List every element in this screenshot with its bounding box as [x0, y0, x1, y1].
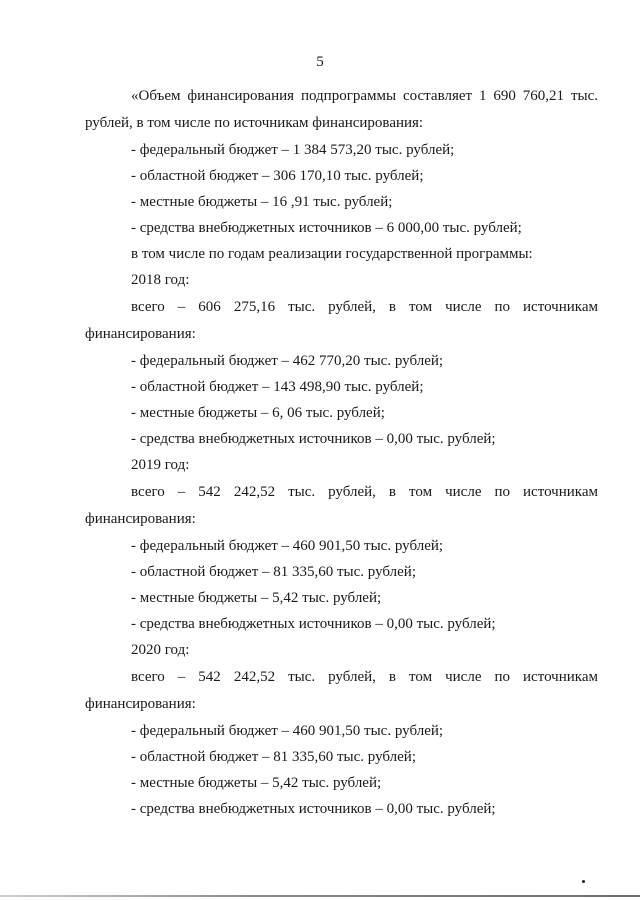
year-heading: 2018 год:	[131, 272, 190, 288]
list-item: - средства внебюджетных источников – 0,00 тыс. рублей;	[131, 431, 496, 447]
paragraph-line: финансирования:	[85, 511, 196, 527]
list-item: - местные бюджеты – 16 ,91 тыс. рублей;	[131, 194, 393, 210]
list-item: - федеральный бюджет – 460 901,50 тыс. рублей;	[131, 538, 444, 554]
list-item: - областной бюджет – 81 335,60 тыс. рублей;	[131, 564, 416, 580]
scan-speck	[582, 880, 585, 883]
list-item: - средства внебюджетных источников – 6 000,00 тыс. рублей;	[131, 220, 522, 236]
list-item: - областной бюджет – 81 335,60 тыс. рублей;	[131, 749, 416, 765]
list-item: - средства внебюджетных источников – 0,00 тыс. рублей;	[131, 801, 496, 817]
list-item: - областной бюджет – 143 498,90 тыс. рублей;	[131, 379, 424, 395]
paragraph-line: «Объем финансирования подпрограммы составляет 1 690 760,21 тыс.	[131, 88, 598, 104]
year-heading: 2020 год:	[131, 642, 190, 658]
list-item: - местные бюджеты – 5,42 тыс. рублей;	[131, 775, 382, 791]
paragraph-line: финансирования:	[85, 326, 196, 342]
page-number: 5	[316, 54, 324, 70]
scan-edge-line	[0, 895, 640, 897]
list-item: - средства внебюджетных источников – 0,00 тыс. рублей;	[131, 616, 496, 632]
list-item: - областной бюджет – 306 170,10 тыс. рублей;	[131, 168, 424, 184]
paragraph-line: в том числе по годам реализации государственной программы:	[131, 246, 533, 262]
year-heading: 2019 год:	[131, 457, 190, 473]
list-item: - федеральный бюджет – 462 770,20 тыс. рублей;	[131, 353, 444, 369]
list-item: - местные бюджеты – 5,42 тыс. рублей;	[131, 590, 382, 606]
paragraph-line: всего – 542 242,52 тыс. рублей, в том числе по источникам	[131, 484, 598, 500]
list-item: - федеральный бюджет – 460 901,50 тыс. рублей;	[131, 723, 444, 739]
paragraph-line: финансирования:	[85, 696, 196, 712]
paragraph-line: всего – 606 275,16 тыс. рублей, в том числе по источникам	[131, 299, 598, 315]
paragraph-line: рублей, в том числе по источникам финансирования:	[85, 115, 424, 131]
paragraph-line: всего – 542 242,52 тыс. рублей, в том числе по источникам	[131, 669, 598, 685]
list-item: - федеральный бюджет – 1 384 573,20 тыс. рублей;	[131, 142, 455, 158]
list-item: - местные бюджеты – 6, 06 тыс. рублей;	[131, 405, 385, 421]
